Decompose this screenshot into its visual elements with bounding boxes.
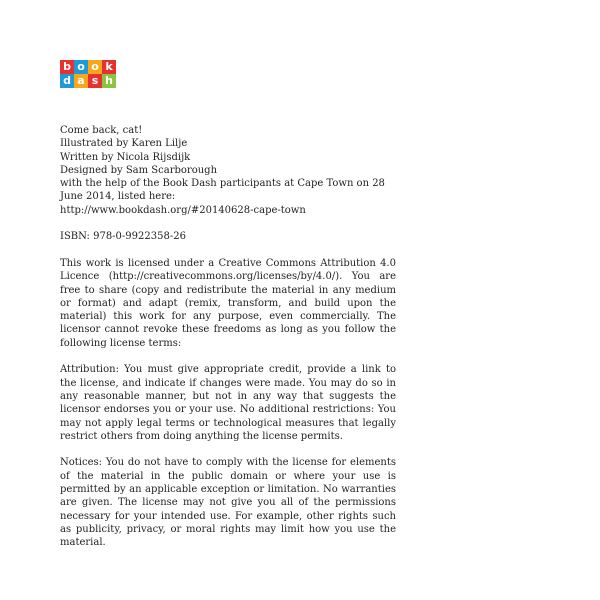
logo-letter-a: a: [74, 74, 88, 88]
notices-paragraph: Notices: You do not have to comply with the license for elements of the material in the public domain or where your use is permitted by an applicable exception or limitation. No warranties are given. The license may not give you all of the permissions necessary for your intended use. For example, other rights such as publicity, privacy, or moral rights may limit how you use the material.: [60, 457, 396, 549]
participants-credit: with the help of the Book Dash participants at Cape Town on 28 June 2014, listed here:: [60, 178, 385, 203]
logo-letter-s: s: [88, 74, 102, 88]
book-title: Come back, cat!: [60, 125, 143, 136]
logo-letter-o2: o: [88, 60, 102, 74]
logo-letter-o1: o: [74, 60, 88, 74]
logo-letter-k: k: [102, 60, 116, 74]
credits-block: [60, 124, 396, 217]
logo-letter-h: h: [102, 74, 116, 88]
book-dash-logo: [60, 60, 116, 88]
isbn: ISBN: 978-0-9922358-26: [60, 231, 186, 243]
attribution-paragraph: Attribution: You must give appropriate credit, provide a link to the license, and indicate if changes were made. You may do so in any reasonable manner, but not in any way that suggests the licensor endorses you or your use. No additional restrictions: You may not apply legal terms or technological measures that legally restrict others from doing anything the license permits.: [60, 364, 396, 442]
imprint-page: [60, 124, 396, 550]
logo-letter-d: d: [60, 74, 74, 88]
logo-letter-b: b: [60, 60, 74, 74]
license-paragraph: This work is licensed under a Creative Commons Attribution 4.0 Licence (http://creativecommons.org/licenses/by/4.0/). You are free to share (copy and redistribute the material in any medium or format) and adapt (remix, transform, and build upon the material) this work for any purpose, even commercially. The licensor cannot revoke these freedoms as long as you follow the following license terms:: [60, 257, 396, 349]
illustrator-credit: Illustrated by Karen Lilje: [60, 138, 188, 150]
participants-link: http://www.bookdash.org/#20140628-cape-town: [60, 204, 306, 216]
designer-credit: Designed by Sam Scarborough: [60, 164, 218, 176]
author-credit: Written by Nicola Rijsdijk: [60, 151, 191, 163]
